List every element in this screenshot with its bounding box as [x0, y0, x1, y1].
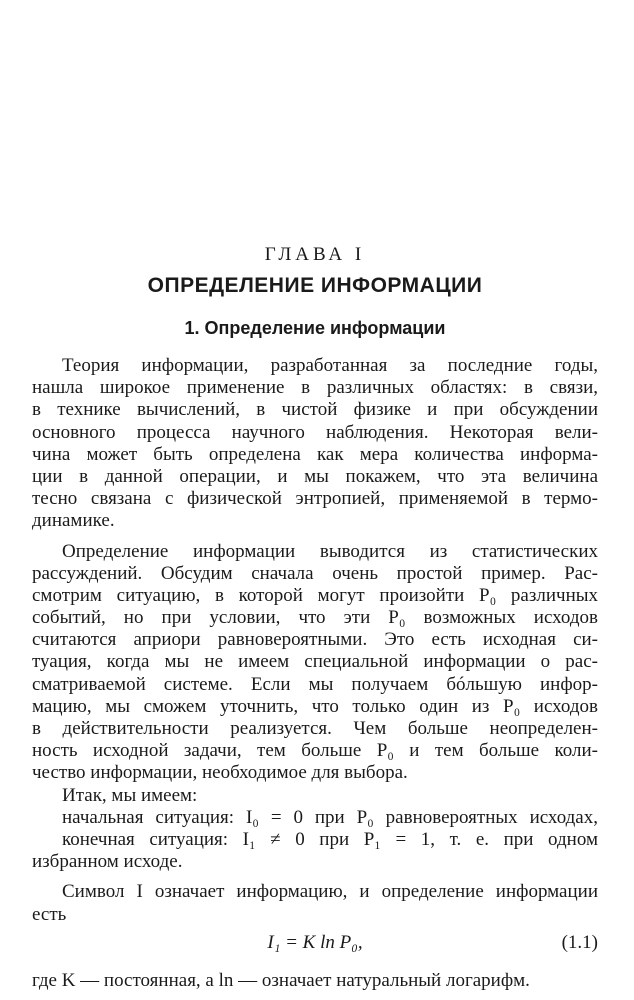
equation-row	[32, 926, 598, 960]
paragraph-line: избранном исходе.	[32, 851, 183, 873]
chapter-title: ОПРЕДЕЛЕНИЕ ИНФОРМАЦИИ	[147, 274, 483, 297]
paragraph-line: ции в данной операции, и мы покажем, что эта величина	[32, 465, 598, 487]
paragraph-line: рассуждений. Обсудим сначала очень простой пример. Рас-	[32, 562, 598, 584]
paragraph-line: конечная ситуация: I₁ ≠ 0 при P₁ = 1, т. е. при одном	[62, 828, 598, 850]
paragraph-line: сматриваемой системе. Если мы получаем бóльшую инфор-	[32, 673, 598, 695]
paragraph-line: чество информации, необходимое для выбора.	[32, 762, 408, 784]
section-title: 1. Определение информации	[184, 318, 446, 338]
paragraph-line: мацию, мы сможем уточнить, что только один из P₀ исходов	[32, 695, 598, 717]
paragraph-line: событий, но при условии, что эти P₀ возможных исходов	[32, 607, 598, 629]
equation-number: (1.1)	[561, 931, 598, 953]
paragraph-line: Символ I означает информацию, и определение информации	[62, 881, 598, 903]
paragraph-line: в технике вычислений, в чистой физике и при обсуждении	[32, 399, 598, 421]
equation-formula: I₁ = K ln P₀,	[267, 931, 363, 953]
book-page	[32, 0, 598, 1000]
paragraph-line: Теория информации, разработанная за последние годы,	[62, 355, 598, 376]
paragraph-line: основного процесса научного наблюдения. Некоторая вели-	[32, 421, 598, 443]
paragraph-line: считаются априори равновероятными. Это есть исходная си-	[32, 629, 598, 651]
chapter-label: ГЛАВА I	[264, 244, 366, 265]
paragraph-line: Итак, мы имеем:	[62, 784, 198, 806]
paragraph-line: туация, когда мы не имеем специальной информации о рас-	[32, 651, 598, 673]
paragraph-line: динамике.	[32, 510, 115, 532]
paragraph-line: ность исходной задачи, тем больше P₀ и тем больше коли-	[32, 740, 598, 762]
paragraph-2	[32, 541, 598, 785]
body-text	[32, 355, 598, 992]
paragraph-1	[32, 355, 598, 533]
footer-line: где K — постоянная, а ln — означает натуральный логарифм.	[32, 969, 530, 991]
paragraph-line: начальная ситуация: I₀ = 0 при P₀ равновероятных исходах,	[62, 806, 598, 828]
paragraph-line: тесно связана с физической энтропией, применяемой в термо-	[32, 488, 598, 510]
paragraph-line: в действительности реализуется. Чем больше неопределен-	[32, 718, 598, 739]
paragraph-line: нашла широкое применение в различных областях: в связи,	[32, 377, 598, 399]
paragraph-line: есть	[32, 903, 67, 925]
paragraph-line: смотрим ситуацию, в которой могут произойти P₀ различных	[32, 584, 598, 606]
paragraph-line: чина может быть определена как мера количества информа-	[32, 443, 598, 465]
paragraph-4	[32, 881, 598, 925]
paragraph-line: Определение информации выводится из статистических	[62, 540, 598, 562]
paragraph-3	[32, 785, 598, 874]
